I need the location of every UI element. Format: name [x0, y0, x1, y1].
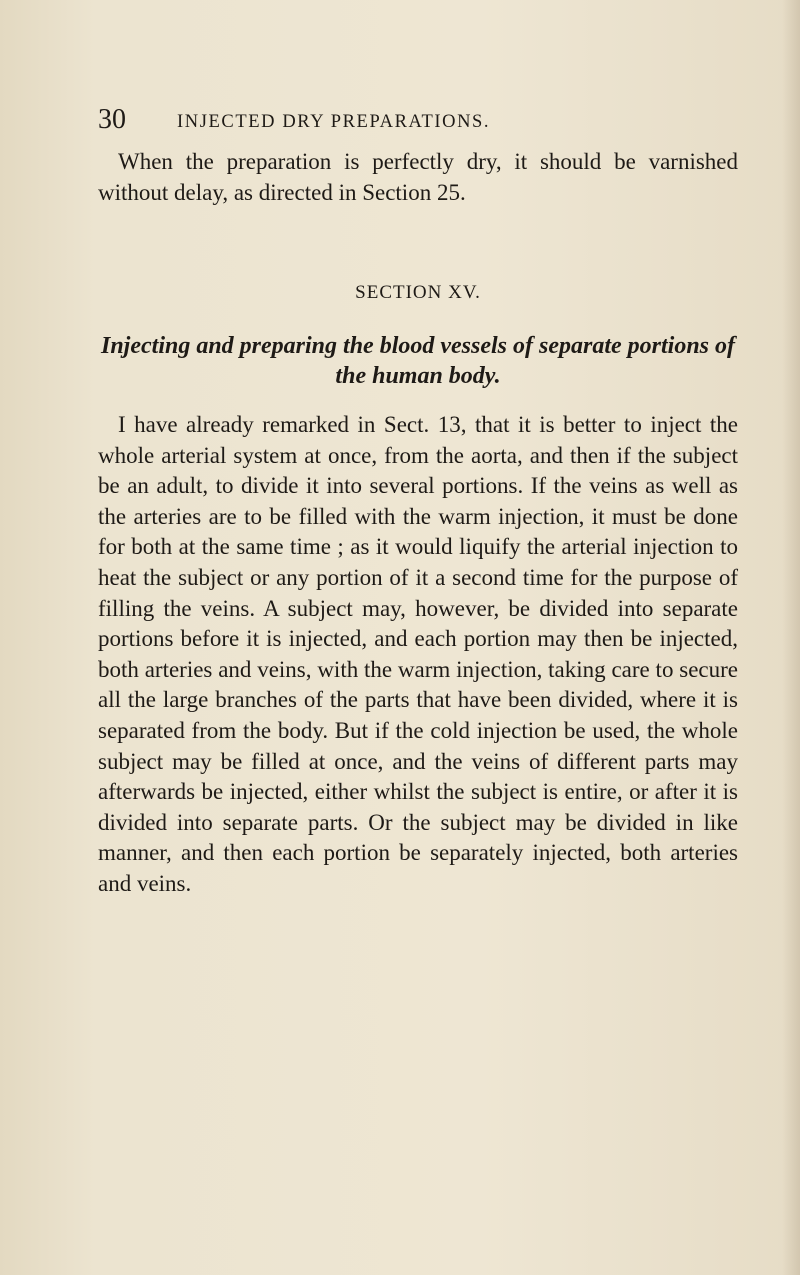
- running-head-title: INJECTED DRY PREPARATIONS.: [177, 112, 491, 132]
- intro-paragraph: When the preparation is perfectly dry, it should be varnished without delay, as directed in Section 25.: [98, 149, 738, 205]
- section-title: Injecting and preparing the blood vessels of separate portions of the human body.: [100, 333, 736, 389]
- section-heading: SECTION XV.: [355, 282, 481, 303]
- body-paragraph: I have already remarked in Sect. 13, that it is better to inject the whole arterial system at once, from the aorta, and then if the subject be an adult, to divide it into several portions. If the veins as well as the arteries are to be filled with the warm injection, it must be done for both at the same time ; as it would liquify the arterial injection to heat the subject or any portion of it a second time for the purpose of filling the veins. A subject may, however, be divided into separate portions before it is injected, and each portion may then be injected, both arteries and veins, with the warm injection, taking care to secure all the large branches of the parts that have been divided, where it is separated from the body. But if the cold injection be used, the whole subject may be filled at once, and the veins of different parts may afterwards be injected, either whilst the subject is entire, or after it is divided into separate parts. Or the subject may be divided in like manner, and then each portion be separately injected, both arteries and veins.: [98, 412, 738, 896]
- page-number: 30: [98, 104, 126, 135]
- page-edge-shadow: [782, 0, 800, 1275]
- running-head: [98, 103, 738, 143]
